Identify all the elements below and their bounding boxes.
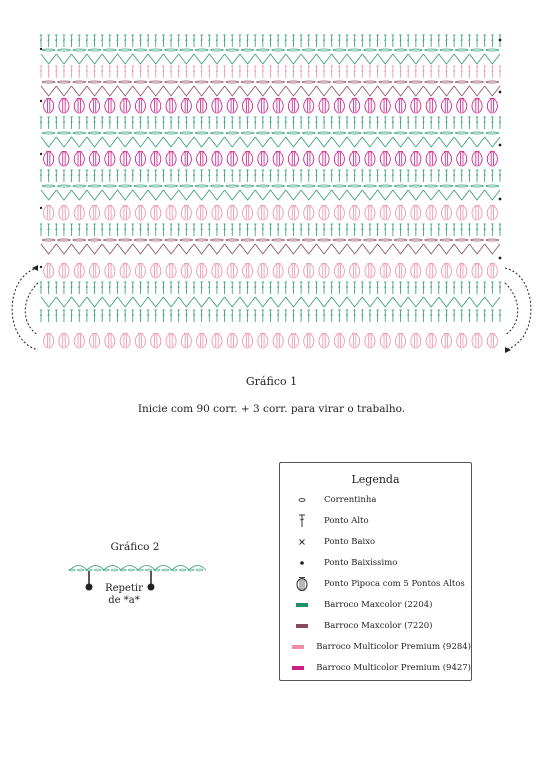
legend-label: Ponto Baixíssimo bbox=[324, 558, 398, 568]
repeat-label-line1: Repetir bbox=[105, 583, 143, 594]
slip-stitch-icon bbox=[280, 558, 324, 568]
double-crochet-row bbox=[40, 282, 502, 294]
legend-title: Legenda bbox=[351, 473, 400, 486]
double-crochet-row bbox=[40, 35, 502, 47]
popcorn-row bbox=[44, 99, 498, 114]
v-stitch-row bbox=[41, 297, 500, 307]
popcorn-stitch-icon bbox=[280, 576, 324, 592]
v-stitch-row bbox=[41, 190, 500, 200]
legend-item-color-9427 bbox=[280, 659, 471, 677]
repeat-label-line2: de *a* bbox=[108, 595, 140, 606]
legend-item-double-crochet bbox=[280, 512, 471, 530]
legend-label: Barroco Multicolor Premium (9427) bbox=[316, 663, 471, 673]
crochet-chart-1 bbox=[0, 0, 543, 360]
chain-row bbox=[42, 132, 499, 134]
v-stitch-row bbox=[41, 244, 500, 254]
color-swatch-2204 bbox=[296, 603, 308, 607]
double-crochet-icon bbox=[280, 514, 324, 528]
chain-row bbox=[42, 81, 499, 83]
chart-2-repeat-label bbox=[96, 583, 152, 607]
chain-row bbox=[42, 49, 499, 51]
chart-1-instructions: Inicie com 90 corr. + 3 corr. para virar o trabalho. bbox=[137, 403, 406, 415]
popcorn-row bbox=[44, 334, 498, 349]
chart-2-chain bbox=[69, 569, 203, 571]
legend-label: Ponto Pipoca com 5 Pontos Altos bbox=[324, 579, 465, 589]
v-stitch-row bbox=[41, 86, 500, 96]
chain-stitch-icon bbox=[280, 497, 324, 503]
loop-arrowheads bbox=[32, 265, 511, 353]
color-swatch-7220 bbox=[296, 624, 308, 628]
legend-label: Ponto Alto bbox=[324, 516, 369, 526]
chart-2-title: Gráfico 2 bbox=[110, 541, 160, 553]
chain-row bbox=[42, 185, 499, 187]
legend-label: Ponto Baixo bbox=[324, 537, 376, 547]
double-crochet-row bbox=[40, 170, 502, 182]
legend-item-chain bbox=[280, 491, 471, 509]
legend-item-color-9284 bbox=[280, 638, 471, 656]
double-crochet-row bbox=[40, 66, 502, 78]
legend-item-color-7220 bbox=[280, 617, 471, 635]
v-stitch-row bbox=[41, 54, 500, 64]
chart-1-title: Gráfico 1 bbox=[245, 375, 298, 388]
legend-label: Barroco Multicolor Premium (9284) bbox=[316, 642, 471, 652]
legend-label: Correntinha bbox=[324, 495, 377, 505]
double-crochet-row bbox=[40, 117, 502, 129]
double-crochet-row bbox=[40, 310, 502, 322]
legend-item-popcorn bbox=[280, 575, 471, 593]
legend-label: Barroco Maxcolor (7220) bbox=[324, 621, 433, 631]
chain-row bbox=[42, 239, 499, 241]
single-crochet-icon bbox=[280, 537, 324, 547]
popcorn-row bbox=[44, 264, 498, 279]
legend-item-slip-stitch bbox=[280, 554, 471, 572]
legend-box bbox=[279, 462, 472, 681]
legend-item-single-crochet bbox=[280, 533, 471, 551]
double-crochet-row bbox=[40, 224, 502, 236]
legend-item-color-2204 bbox=[280, 596, 471, 614]
popcorn-row bbox=[44, 152, 498, 167]
color-swatch-9427 bbox=[292, 666, 304, 670]
color-swatch-9284 bbox=[292, 645, 304, 649]
popcorn-row bbox=[44, 206, 498, 221]
legend-label: Barroco Maxcolor (2204) bbox=[324, 600, 433, 610]
v-stitch-row bbox=[41, 137, 500, 147]
